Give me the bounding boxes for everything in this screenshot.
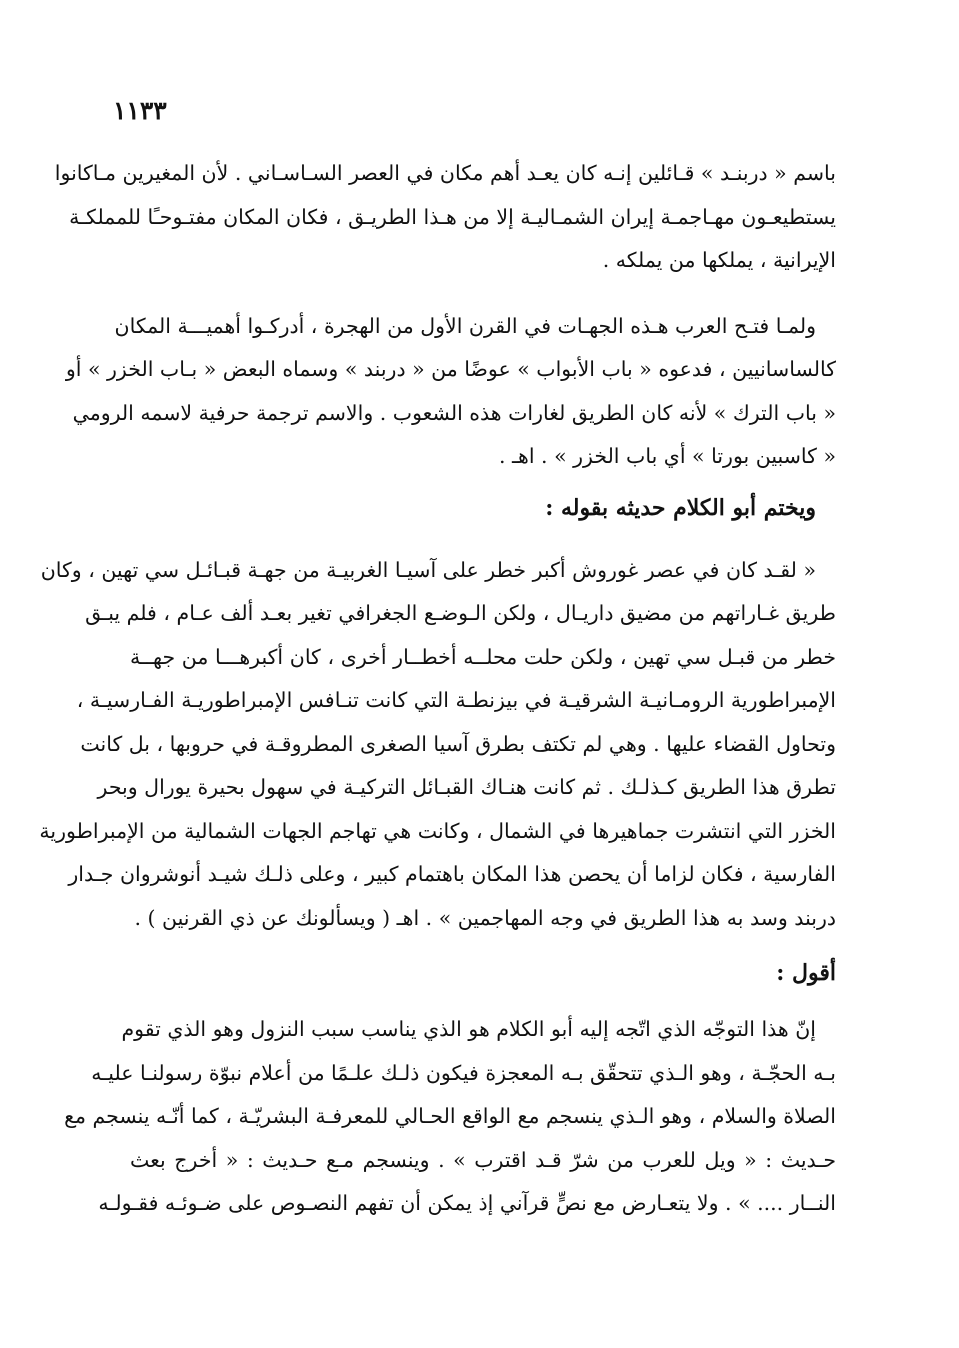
- paragraph-1: [54, 152, 836, 283]
- text-line: الفارسية ، فكان لزاما أن يحصن هذا المكان باهتمام كبير ، وعلى ذلـك شيـد أنوشروان جـدار: [68, 862, 836, 886]
- text-line: كالساسانيين ، فدعوه « باب الأبواب » عوضًا من « دربند » وسماه البعض « بـاب الخزر » أو: [65, 357, 836, 381]
- text-line: « باب الترك » لأنه كان الطريق لغارات هذه الشعوب . والاسم ترجمة حرفية لاسمه الرومي: [72, 400, 836, 425]
- text-line: الإيرانية ، يملكها من يملكه .: [602, 248, 836, 272]
- paragraph-4: [64, 1008, 836, 1226]
- text-line: ولمـا فتـح العرب هـذه الجهـات في القرن الأول من الهجرة ، أدركـوا أهميـــة المكان: [114, 313, 816, 338]
- section-heading: ويختم أبو الكلام حديثه بقوله :: [545, 494, 816, 521]
- text-line: حـديث : « ويل للعرب من شرّ قـد اقترب » . وينسجم مـع حـديث : « أخرج بعث: [130, 1147, 836, 1172]
- text-line: يستطيعـون مهـاجمـة إيران الشمـاليـة إلا من هـذا الطريـق ، فكان المكان مفتـوحـًا للمملكـة: [69, 204, 836, 229]
- text-line: دربند وسد به هذا الطريق في وجه المهاجمين » . اهـ ( ويسألونك عن ذي القرنين ) .: [134, 905, 836, 930]
- page-number: ١١٣٣: [113, 96, 167, 125]
- text-line: تطرق هذا الطريق كـذلـك . ثم كانت هنـاك القبـائل التركيـة في سهول بحيرة يورال وبحر: [97, 775, 836, 799]
- text-line: الخزر التي انتشرت جماهيرها في الشمال ، وكانت هي تهاجم الجهات الشمالية من الإمبراطورية: [39, 818, 836, 843]
- text-line: باسم « دربنـد » قـائلين إنـه كان يعـد أهم مكان في العصر السـاسـاني . لأن المغيرين مـاكانوا: [54, 161, 836, 185]
- text-line: طريق غـاراتهم من مضيق داريـال ، ولكن الـوضـع الجغرافي تغير بعـد ألف عـام ، فلم يبـق: [85, 601, 836, 625]
- text-line: وتحاول القضاء عليها . وهي لم تكتف بطرق آسيا الصغرى المطروقـة في حروبها ، بل كانت: [80, 731, 836, 756]
- text-column: [39, 152, 836, 1226]
- text-line: الإمبراطورية الرومـانيـة الشرقيـة في بيزنطـة التي كانت تنـافس الإمبراطوريـة الفـارسيـة ،: [76, 688, 836, 712]
- quotation-paragraph: [39, 549, 836, 941]
- text-line: الصلاة والسلام ، وهو الـذي ينسجم مع الواقع الحـالي للمعرفـة البشريّـة ، كما أنّـه ينسجم مع: [64, 1104, 836, 1128]
- text-line: « لقـد كان في عصر غوروش أكبر خطر على آسيـا الغربيـة من جهـة قبـائـل سي تهين ، وكان: [40, 557, 816, 582]
- text-line: النــار .... » . ولا يتعـارض مع نصٍّ قرآني إذ يمكن أن تفهم النصـوص على ضـوئـه فقـولـه: [98, 1191, 836, 1215]
- text-line: بـه الحجّـة ، وهو الـذي تتحقّق بـه المعجزة فيكون ذلـك علـمًا من أعلام نبوّة رسولنـا عليـه: [91, 1060, 836, 1085]
- text-line: خطر من قبـل سي تهين ، ولكن حلت محلــه أخطــار أخرى ، كان أكبرهـــا من جهــة: [130, 644, 836, 669]
- paragraph-2: [65, 305, 836, 479]
- text-line: « كاسبين بورتا » أي باب الخزر » . اهـ .: [498, 444, 836, 468]
- section-heading: أقول :: [776, 960, 836, 986]
- text-line: إنّ هذا التوجّه الذي اتّجه إليه أبو الكلام هو الذي يناسب سبب النزول وهو الذي تقوم: [121, 1017, 816, 1041]
